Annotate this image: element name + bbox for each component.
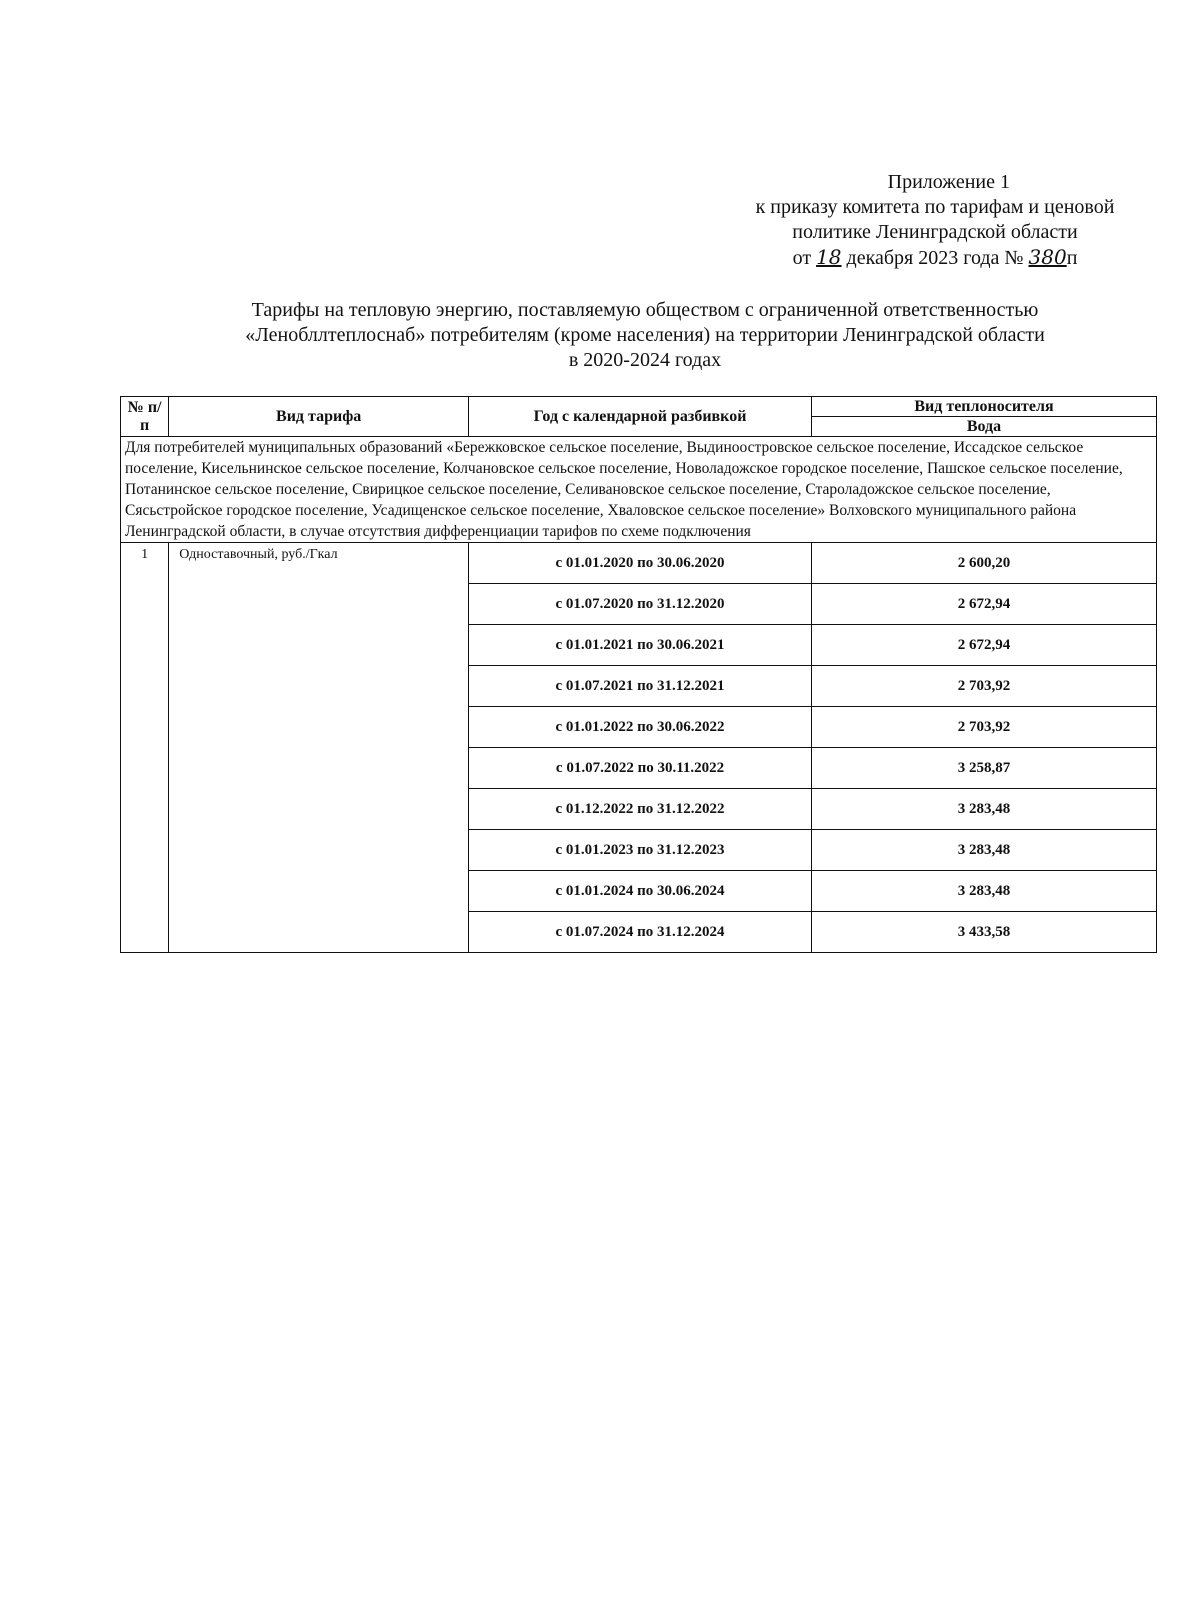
order-suffix: п: [1066, 247, 1078, 269]
appendix-committee-line: политике Ленинградской области: [792, 221, 1078, 243]
tariff-rows: [121, 543, 1157, 953]
appendix-header: [700, 170, 1170, 271]
period-cell: с 01.01.2020 по 30.06.2020: [469, 543, 812, 584]
period-cell: с 01.12.2022 по 31.12.2022: [469, 789, 812, 830]
document-title: [120, 298, 1170, 373]
period-cell: с 01.01.2023 по 31.12.2023: [469, 830, 812, 871]
title-line-3: в 2020-2024 годах: [568, 349, 722, 371]
header-carrier-water: Вода: [812, 417, 1157, 437]
tariff-value-cell: 3 283,48: [812, 789, 1157, 830]
tariff-kind: Одноставочный, руб./Гкал: [169, 543, 469, 953]
period-cell: с 01.07.2024 по 31.12.2024: [469, 912, 812, 953]
tariff-value-cell: 2 672,94: [812, 584, 1157, 625]
tariff-table: [120, 396, 1157, 953]
date-middle: декабря 2023 года №: [846, 247, 1024, 269]
header-num: № п/п: [121, 397, 169, 437]
period-cell: с 01.01.2022 по 30.06.2022: [469, 707, 812, 748]
period-cell: с 01.07.2020 по 31.12.2020: [469, 584, 812, 625]
period-cell: с 01.07.2021 по 31.12.2021: [469, 666, 812, 707]
tariff-value-cell: 2 703,92: [812, 707, 1157, 748]
title-line-1: Тарифы на тепловую энергию, поставляемую обществом с ограниченной ответственностью: [251, 299, 1039, 321]
date-prefix: от: [792, 247, 812, 269]
appendix-order-line: к приказу комитета по тарифам и ценовой: [755, 196, 1115, 218]
tariff-value-cell: 2 672,94: [812, 625, 1157, 666]
table-row: [121, 543, 1157, 584]
item-number: 1: [121, 543, 169, 953]
period-cell: с 01.07.2022 по 30.11.2022: [469, 748, 812, 789]
tariff-value-cell: 3 283,48: [812, 830, 1157, 871]
municipal-note: Для потребителей муниципальных образований «Бережковское сельское поселение, Выдиноостровское сельское поселение, Иссадское сельское поселение, Кисельнинское сельское поселение, Колчановское сельское поселение, Новоладожское городское поселение, Пашское сельское поселение, Потанинское сельское поселение, Свирицкое сельское поселение, Селивановское сельское поселение, Староладожское сельское поселение, Сясьстройское городское поселение, Усадищенское сельское поселение, Хваловское сельское поселение» Волховского муниципального района Ленинградской области, в случае отсутствия дифференциации тарифов по схеме подключения: [121, 437, 1157, 543]
appendix-title: Приложение 1: [887, 171, 1010, 193]
tariff-value-cell: 3 283,48: [812, 871, 1157, 912]
header-carrier: Вид теплоносителя: [812, 397, 1157, 417]
period-cell: с 01.01.2024 по 30.06.2024: [469, 871, 812, 912]
appendix-date-line: [700, 245, 1170, 271]
tariff-value-cell: 2 703,92: [812, 666, 1157, 707]
tariff-value-cell: 2 600,20: [812, 543, 1157, 584]
tariff-value-cell: 3 258,87: [812, 748, 1157, 789]
header-kind: Вид тарифа: [169, 397, 469, 437]
title-line-2: «Ленобллтеплоснаб» потребителям (кроме населения) на территории Ленинградской области: [245, 324, 1045, 346]
handwritten-day: 18: [816, 245, 842, 269]
header-period: Год с календарной разбивкой: [469, 397, 812, 437]
period-cell: с 01.01.2021 по 30.06.2021: [469, 625, 812, 666]
tariff-value-cell: 3 433,58: [812, 912, 1157, 953]
handwritten-order-number: 380: [1028, 245, 1067, 269]
